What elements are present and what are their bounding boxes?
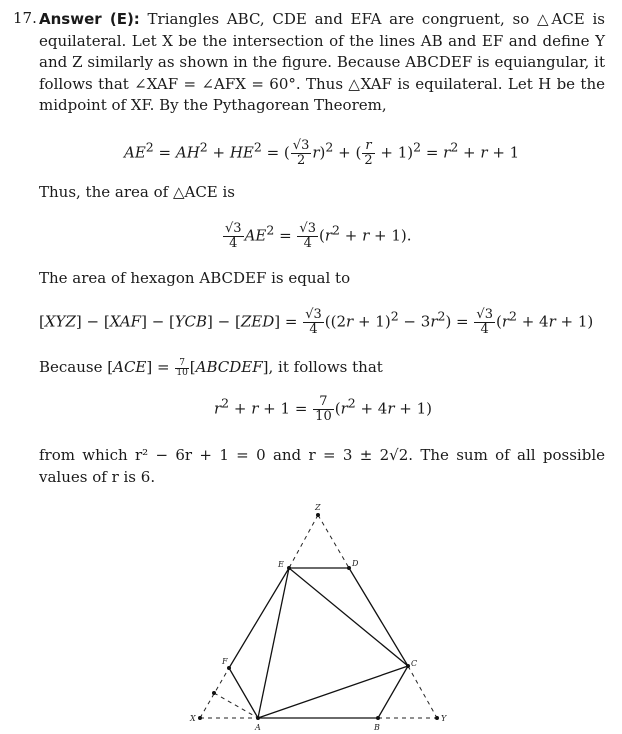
problem-number: 17. <box>13 9 37 27</box>
intro-text: Triangles ABC, CDE and EFA are congruent, so △ACE is equilateral. Let X be the intersection of the lines AB and EF and define Y and Z similarly as shown in the figure. Because ABCDEF is equiangular, it follows that ∠XAF = ∠AFX = 60°. Thus △XAF is equilateral. Let H be the midpoint of XF. By the Pythagorean Theorem, <box>39 10 605 114</box>
dashed-line-xf <box>200 668 229 718</box>
point-y <box>435 716 439 720</box>
point-e <box>287 566 291 570</box>
equation-4: $r^2 + r + 1$ = $\frac{7}{10}$ $(r^2 + 4r + 1)$ <box>214 394 433 424</box>
label-y: Y <box>441 714 447 723</box>
because-line: Because [ACE] = $\frac{7}{10}$ [ABCDEF], it follows that <box>39 357 383 378</box>
point-a <box>256 716 260 720</box>
point-x <box>198 716 202 720</box>
dashed-line-ze <box>289 515 318 568</box>
equation-2: $\frac{√3}{4}$ $AE^2$ = $\frac{√3}{4}$ $(r^2 + r + 1)$. <box>225 221 412 251</box>
thus-area-text: Thus, the area of △ACE is <box>39 183 236 201</box>
label-e: E <box>278 560 284 569</box>
intro-paragraph <box>39 9 605 117</box>
point-z <box>316 513 320 517</box>
label-f: F <box>222 657 228 666</box>
dashed-line-fh <box>214 693 258 718</box>
equation-3: [XYZ] − [XAF] − [YCB] − [ZED] = $\frac{√3}{4}$ $((2r + 1)^2 - 3r^2)$ = $\frac{√3}{4}$ $(r^2 + 4r + 1)$ <box>39 307 594 337</box>
point-d <box>347 566 351 570</box>
equation-1: $AE^2 = AH^2 + HE^2$ = ( $\frac{√3}{2}$ r)$^2$ + ( $\frac{r}{2}$ + $1)^2 = r^2 + r + 1$ <box>124 138 520 168</box>
point-b <box>376 716 380 720</box>
label-a: A <box>255 723 261 732</box>
triangle-ace <box>258 568 408 718</box>
label-b: B <box>374 723 380 732</box>
answer-label: Answer (E): <box>39 10 140 28</box>
point-h <box>212 691 216 695</box>
conclusion-paragraph: from which r² − 6r + 1 = 0 and r = 3 ± 2√2. The sum of all possible values of r is 6. <box>39 446 605 486</box>
label-z: Z <box>315 503 321 512</box>
hexagon-abcdef <box>229 568 408 718</box>
point-c <box>406 664 410 668</box>
label-d: D <box>352 559 359 568</box>
dashed-line-zd <box>318 515 349 568</box>
point-f <box>227 666 231 670</box>
label-c: C <box>411 659 418 668</box>
dashed-line-cy <box>408 666 437 718</box>
hexagon-area-text: The area of hexagon ABCDEF is equal to <box>39 269 351 287</box>
label-x: X <box>190 714 196 723</box>
